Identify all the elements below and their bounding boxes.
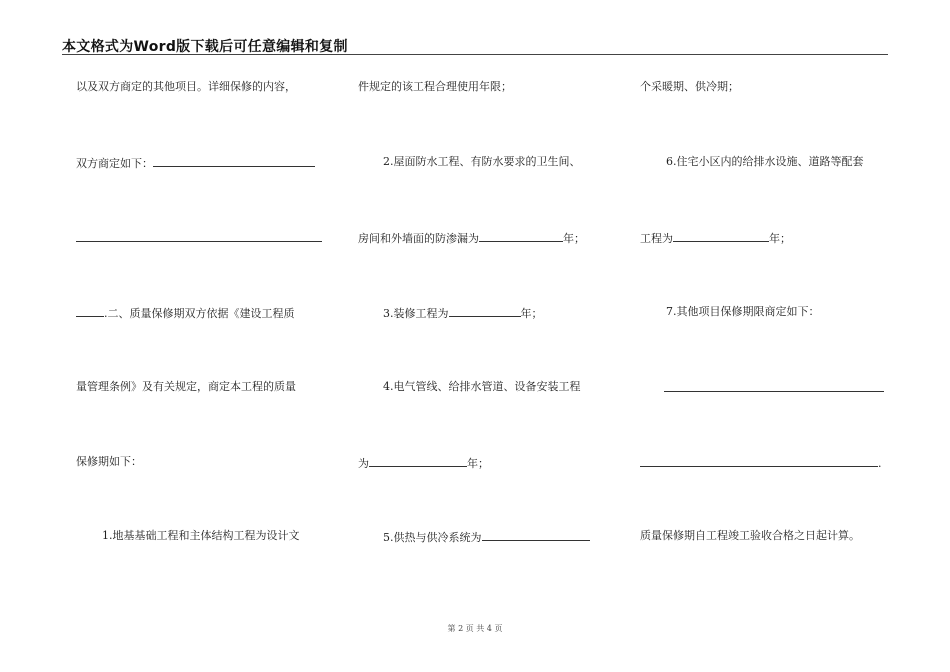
col1-line-2	[76, 155, 315, 171]
col2-line-6-suffix: 年；	[467, 457, 489, 470]
col3-line-4: 7.其他项目保修期限商定如下：	[666, 305, 820, 318]
col1-line-5: 量管理条例》及有关规定，商定本工程的质量	[76, 380, 296, 393]
page-number: 第 2 页 共 4 页	[447, 624, 503, 633]
col3-line-2: 6.住宅小区内的给排水设施、道路等配套	[666, 155, 864, 168]
col2-line-4	[383, 305, 543, 321]
col2-line-3-text: 房间和外墙面的防渗漏为	[358, 232, 479, 245]
page-header	[62, 34, 888, 55]
col1-line-3	[76, 230, 322, 246]
col3-line-1: 个采暖期、供冷期；	[640, 80, 739, 93]
col2-line-4-suffix: 年；	[520, 307, 543, 320]
col1-line-4	[76, 305, 295, 321]
col2-line-6-text: 为	[358, 457, 369, 470]
blank-underline	[369, 455, 467, 467]
col3-line-7: 质量保修期自工程竣工验收合格之日起计算。	[640, 529, 860, 542]
blank-underline	[76, 230, 322, 242]
blank-underline	[640, 455, 878, 467]
col2-line-3	[358, 230, 585, 246]
col2-line-7-text: 5.供热与供冷系统为	[383, 531, 482, 544]
col1-line-6: 保修期如下：	[76, 455, 142, 468]
col3-line-6	[640, 455, 882, 471]
col2-line-1: 件规定的该工程合理使用年限；	[358, 80, 512, 93]
col2-line-7	[383, 529, 590, 545]
col2-line-5: 4.电气管线、给排水管道、设备安装工程	[383, 380, 581, 393]
blank-underline	[479, 230, 563, 242]
col1-line-4-text: .二、质量保修期双方依据《建设工程质	[104, 307, 295, 320]
blank-underline	[673, 230, 769, 242]
blank-underline	[482, 529, 590, 541]
blank-underline	[153, 155, 315, 167]
col3-line-5	[664, 380, 884, 396]
blank-underline	[76, 305, 104, 317]
col1-line-7: 1.地基基础工程和主体结构工程为设计文	[102, 529, 300, 542]
col2-line-6	[358, 455, 489, 471]
col3-line-6-suffix: .	[878, 457, 882, 470]
header-title: 本文格式为Word版下载后可任意编辑和复制	[62, 39, 348, 55]
col2-line-4-text: 3.装修工程为	[383, 307, 449, 320]
col1-line-2-text: 双方商定如下：	[76, 157, 153, 170]
col3-line-3-suffix: 年；	[769, 232, 791, 245]
col1-line-1: 以及双方商定的其他项目。详细保修的内容，	[76, 80, 296, 93]
blank-underline	[664, 380, 884, 392]
blank-underline	[449, 305, 521, 317]
col3-line-3	[640, 230, 791, 246]
col2-line-2: 2.屋面防水工程、有防水要求的卫生间、	[383, 155, 581, 168]
col3-line-3-text: 工程为	[640, 232, 673, 245]
col2-line-3-suffix: 年；	[563, 232, 585, 245]
